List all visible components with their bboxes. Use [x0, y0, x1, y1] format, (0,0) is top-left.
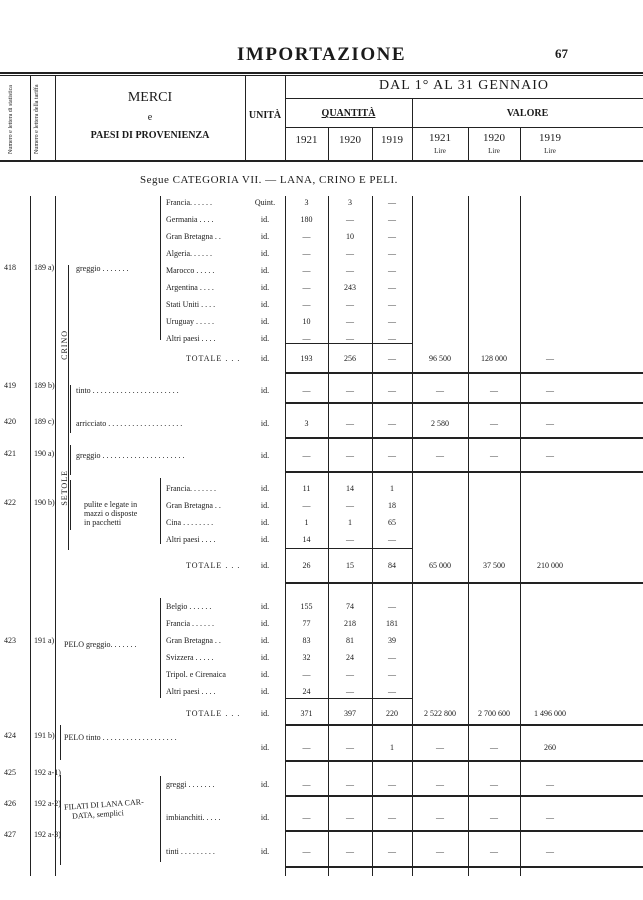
unit-cell: id.: [260, 670, 270, 679]
v21-cell: —: [436, 847, 444, 856]
qty-1920-cell: 3: [348, 198, 352, 207]
country-name: Germania . . . .: [166, 215, 214, 224]
unit-cell: id.: [260, 535, 270, 544]
body-col-rule: [412, 196, 413, 876]
q20-cell: —: [346, 813, 354, 822]
v19-cell: —: [546, 780, 554, 789]
unit-cell: id.: [260, 334, 270, 343]
v21-cell: —: [436, 780, 444, 789]
qty-1921-cell: —: [302, 300, 311, 309]
section-title: Segue CATEGORIA VII. — LANA, CRINO E PELI.: [140, 174, 398, 186]
header-lire: Lire: [544, 147, 556, 155]
header-paesi: PAESI DI PROVENIENZA: [90, 130, 210, 141]
q19-cell: —: [388, 813, 396, 822]
unit-cell: id.: [260, 709, 270, 718]
unit-cell: id.: [260, 602, 270, 611]
subheader-rule: [285, 127, 643, 128]
qty-1919-cell: —: [388, 670, 396, 679]
header-lire: Lire: [434, 147, 446, 155]
unit-cell: id.: [260, 687, 270, 696]
group-label-setole: SETOLE: [60, 470, 69, 506]
v20-cell: —: [490, 813, 498, 822]
tariff-code: 190 a): [34, 449, 55, 458]
q21-cell: —: [302, 847, 311, 856]
item-pulite-3: in pacchetti: [84, 518, 122, 527]
item-setole-greggio: greggio . . . . . . . . . . . . . . . . . . . . .: [76, 451, 185, 460]
qty-1920-cell: —: [346, 249, 354, 258]
header-unita: UNITÀ: [248, 110, 282, 121]
header-lire: Lire: [488, 147, 500, 155]
tariff-code: 189 a): [34, 263, 55, 272]
qty-1920-cell: —: [346, 670, 354, 679]
q19-cell: —: [388, 451, 396, 460]
stat-code: 419: [4, 381, 16, 390]
qty-1920-cell: —: [346, 334, 354, 343]
country-bracket: [160, 478, 161, 544]
q19-cell: —: [388, 847, 396, 856]
body-col-rule: [30, 196, 31, 876]
row-rule: [285, 866, 643, 868]
item-bracket: [70, 385, 71, 433]
qty-1919-cell: —: [388, 653, 396, 662]
item-filati-imbianchiti: imbianchiti. . . . .: [166, 813, 221, 822]
q19-cell: 1: [390, 743, 394, 752]
item-bracket: [60, 725, 61, 760]
tariff-code: 189 c): [34, 417, 55, 426]
q20-cell: —: [346, 743, 354, 752]
unit-cell: Quint.: [254, 198, 276, 207]
v21-cell: 2 522 800: [424, 709, 456, 718]
v19-cell: 210 000: [537, 561, 563, 570]
country-name: Belgio . . . . . .: [166, 602, 212, 611]
header-year: 1920: [339, 134, 361, 146]
qty-1921-cell: —: [302, 232, 311, 241]
item-pelo-greggio: PELO greggio. . . . . . .: [64, 640, 137, 649]
stat-code: 422: [4, 498, 16, 507]
unit-cell: id.: [260, 386, 270, 395]
qty-1920-cell: 1: [348, 518, 352, 527]
qty-1921-cell: 3: [304, 198, 309, 207]
group-label-crino: CRINO: [60, 330, 69, 360]
stat-code: 426: [4, 799, 16, 808]
country-name: Altri paesi . . . .: [166, 535, 216, 544]
qty-1920-cell: 243: [344, 283, 356, 292]
row-rule: [285, 760, 643, 762]
country-name: Cina . . . . . . . .: [166, 518, 214, 527]
header-period: DAL 1° AL 31 GENNAIO: [379, 78, 549, 93]
qty-1921-cell: —: [302, 670, 311, 679]
qty-1920-cell: 218: [344, 619, 356, 628]
qty-1920-cell: 24: [346, 653, 354, 662]
row-rule: [285, 437, 643, 439]
qty-1920-cell: —: [346, 535, 354, 544]
unit-cell: id.: [260, 619, 270, 628]
v19-cell: 1 496 000: [534, 709, 566, 718]
row-rule: [285, 795, 643, 797]
qty-1921-cell: 1: [304, 518, 309, 527]
country-name: Stati Uniti . . . .: [166, 300, 216, 309]
item-tinto: tinto . . . . . . . . . . . . . . . . . . . . . .: [76, 386, 179, 395]
qty-1921-cell: 155: [300, 602, 313, 611]
v21-cell: 96 500: [429, 354, 451, 363]
qty-1921-cell: —: [302, 266, 311, 275]
v19-cell: 260: [544, 743, 556, 752]
item-filati-1: FILATI DI LANA CAR-: [63, 797, 144, 812]
header-num-statistica: Numero e lettera di statistica: [8, 85, 14, 154]
q19-cell: —: [388, 386, 396, 395]
header-valore: VALORE: [506, 108, 549, 119]
row-rule: [285, 830, 643, 832]
qty-1919-cell: —: [388, 232, 396, 241]
totale-label: TOTALE . . .: [186, 709, 241, 718]
qty-1920-cell: 81: [346, 636, 354, 645]
q20-cell: 15: [346, 561, 354, 570]
q21-cell: 371: [300, 709, 313, 718]
q21-cell: —: [302, 386, 311, 395]
header-year: 1921: [295, 134, 318, 146]
q20-cell: —: [346, 386, 354, 395]
row-rule: [285, 372, 643, 374]
totale-label: TOTALE . . .: [186, 561, 241, 570]
header-top-rule-2: [0, 75, 643, 76]
q21-cell: 193: [300, 354, 313, 363]
qty-1920-cell: —: [346, 317, 354, 326]
qty-1921-cell: 11: [302, 484, 311, 493]
qty-1919-cell: —: [388, 687, 396, 696]
v21-cell: —: [436, 451, 444, 460]
qty-1921-cell: —: [302, 249, 311, 258]
row-rule: [285, 402, 643, 404]
qty-1919-cell: 18: [388, 501, 396, 510]
page-number: 67: [555, 46, 568, 61]
v21-cell: —: [436, 813, 444, 822]
country-name: Altri paesi . . . .: [166, 687, 216, 696]
q21-cell: 26: [302, 561, 311, 570]
sum-rule: [285, 548, 412, 549]
unit-cell: id.: [260, 232, 270, 241]
qty-1920-cell: 74: [346, 602, 354, 611]
stat-code: 420: [4, 417, 16, 426]
country-name: Gran Bretagna . .: [166, 232, 221, 241]
country-bracket: [160, 776, 161, 862]
q19-cell: 84: [388, 561, 396, 570]
q20-cell: —: [346, 419, 354, 428]
tariff-code: 191 a): [34, 636, 55, 645]
v20-cell: 2 700 600: [478, 709, 510, 718]
unit-cell: id.: [260, 653, 270, 662]
qty-1919-cell: —: [388, 266, 396, 275]
header-quantita: QUANTITÀ: [321, 108, 376, 119]
country-name: Tripol. e Cirenaica: [166, 670, 226, 679]
qty-1919-cell: —: [388, 602, 396, 611]
qty-1920-cell: —: [346, 266, 354, 275]
qty-1919-cell: —: [388, 249, 396, 258]
q20-cell: —: [346, 451, 354, 460]
qty-1919-cell: —: [388, 334, 396, 343]
qty-1919-cell: 65: [388, 518, 396, 527]
body-col-rule: [468, 196, 469, 876]
period-rule: [285, 98, 643, 99]
row-rule: [285, 582, 643, 584]
qty-1919-cell: —: [388, 535, 396, 544]
sum-rule: [285, 343, 412, 344]
item-filati-tinti: tinti . . . . . . . . .: [166, 847, 215, 856]
v21-cell: 65 000: [429, 561, 451, 570]
q20-cell: —: [346, 780, 354, 789]
qty-1919-cell: —: [388, 300, 396, 309]
header-bottom-rule: [0, 160, 643, 162]
tariff-code: 192 a-1): [34, 768, 61, 777]
unit-cell: id.: [260, 419, 270, 428]
unit-cell: id.: [260, 215, 270, 224]
stat-code: 418: [4, 263, 16, 272]
unit-cell: id.: [260, 518, 270, 527]
header-num-tariffa: Numero e lettera della tariffa: [34, 84, 40, 154]
unit-cell: id.: [260, 451, 270, 460]
q19-cell: —: [388, 354, 396, 363]
unit-cell: id.: [260, 743, 270, 752]
country-name: Francia . . . . . .: [166, 619, 214, 628]
v20-cell: 128 000: [481, 354, 507, 363]
country-name: Francia. . . . . .: [166, 198, 212, 207]
unit-cell: id.: [260, 636, 270, 645]
qty-1919-cell: —: [388, 215, 396, 224]
country-name: Francia. . . . . . .: [166, 484, 216, 493]
qty-1920-cell: —: [346, 215, 354, 224]
item-bracket: [70, 480, 71, 530]
qty-1921-cell: 10: [302, 317, 311, 326]
qty-1919-cell: —: [388, 198, 396, 207]
item-filati-greggi: greggi . . . . . . .: [166, 780, 215, 789]
stat-code: 427: [4, 830, 16, 839]
page-title: IMPORTAZIONE: [237, 44, 406, 65]
v20-cell: —: [490, 451, 498, 460]
q19-cell: 220: [386, 709, 398, 718]
v19-cell: —: [546, 847, 554, 856]
v21-cell: —: [436, 386, 444, 395]
unit-cell: id.: [260, 300, 270, 309]
totale-label: TOTALE . . .: [186, 354, 241, 363]
v20-cell: —: [490, 386, 498, 395]
v20-cell: —: [490, 419, 498, 428]
item-pulite-1: pulite e legate in: [84, 500, 138, 509]
q21-cell: —: [302, 743, 311, 752]
stat-code: 424: [4, 731, 16, 740]
tariff-code: 192 a-2): [34, 799, 61, 808]
country-name: Argentina . . . .: [166, 283, 214, 292]
qty-1921-cell: 14: [302, 535, 311, 544]
item-arricciato: arricciato . . . . . . . . . . . . . . . . . . .: [76, 419, 183, 428]
row-rule: [285, 471, 643, 473]
body-col-rule: [520, 196, 521, 876]
qty-1919-cell: 1: [390, 484, 394, 493]
unit-cell: id.: [260, 317, 270, 326]
qty-1919-cell: 181: [386, 619, 398, 628]
row-rule: [285, 724, 643, 726]
unit-cell: id.: [260, 266, 270, 275]
qty-1921-cell: 180: [300, 215, 313, 224]
item-filati-2: DATA, semplici: [71, 808, 125, 821]
header-year: 1920: [483, 132, 505, 144]
country-bracket: [160, 196, 161, 340]
unit-cell: id.: [260, 780, 270, 789]
item-pelo-tinto: PELO tinto . . . . . . . . . . . . . . . . . . .: [64, 733, 177, 742]
q19-cell: —: [388, 419, 396, 428]
stat-code: 425: [4, 768, 16, 777]
v20-cell: —: [490, 780, 498, 789]
q20-cell: 397: [344, 709, 356, 718]
qty-1920-cell: —: [346, 300, 354, 309]
qty-1921-cell: 24: [302, 687, 311, 696]
header-e: e: [147, 112, 153, 123]
stat-code: 421: [4, 449, 16, 458]
qty-1920-cell: —: [346, 687, 354, 696]
sum-rule: [285, 698, 412, 699]
q21-cell: —: [302, 451, 311, 460]
header-year: 1921: [429, 132, 451, 144]
qty-1921-cell: —: [302, 283, 311, 292]
qty-1921-cell: 32: [302, 653, 311, 662]
tariff-code: 190 b): [34, 498, 55, 507]
q21-cell: —: [302, 813, 311, 822]
header-top-rule: [0, 72, 643, 74]
v21-cell: —: [436, 743, 444, 752]
v19-cell: —: [546, 451, 554, 460]
qty-1921-cell: 77: [302, 619, 311, 628]
tariff-code: 191 b): [34, 731, 55, 740]
qty-1919-cell: —: [388, 283, 396, 292]
unit-cell: id.: [260, 283, 270, 292]
country-bracket: [160, 598, 161, 698]
qty-1920-cell: 10: [346, 232, 354, 241]
col-divider: [30, 75, 31, 160]
qty-1919-cell: 39: [388, 636, 396, 645]
country-name: Svizzera . . . . .: [166, 653, 214, 662]
item-bracket: [70, 445, 71, 475]
q21-cell: —: [302, 780, 311, 789]
item-greggio: greggio . . . . . . .: [76, 264, 129, 273]
v19-cell: —: [546, 813, 554, 822]
country-name: Uruguay . . . . .: [166, 317, 214, 326]
unit-cell: id.: [260, 249, 270, 258]
stat-code: 423: [4, 636, 16, 645]
unit-cell: id.: [260, 847, 270, 856]
v19-cell: —: [546, 419, 554, 428]
q19-cell: —: [388, 780, 396, 789]
tariff-code: 192 a-3): [34, 830, 61, 839]
unit-cell: id.: [260, 484, 270, 493]
header-merci: MERCI: [127, 90, 173, 105]
q20-cell: 256: [344, 354, 356, 363]
qty-1920-cell: —: [346, 501, 354, 510]
item-bracket: [60, 775, 61, 865]
qty-1919-cell: —: [388, 317, 396, 326]
country-name: Altri paesi . . . .: [166, 334, 216, 343]
header-year: 1919: [539, 132, 561, 144]
unit-cell: id.: [260, 813, 270, 822]
country-name: Gran Bretagna . .: [166, 501, 221, 510]
qty-1921-cell: —: [302, 334, 311, 343]
tariff-code: 189 b): [34, 381, 55, 390]
q21-cell: 3: [304, 419, 309, 428]
item-pulite-2: mazzi o disposte: [84, 509, 138, 518]
header-year: 1919: [381, 134, 403, 146]
qty-1920-cell: 14: [346, 484, 354, 493]
unit-cell: id.: [260, 501, 270, 510]
qty-1921-cell: 83: [302, 636, 311, 645]
country-name: Gran Bretagna . .: [166, 636, 221, 645]
country-name: Algeria. . . . . .: [166, 249, 212, 258]
unit-cell: id.: [260, 354, 270, 363]
country-name: Marocco . . . . .: [166, 266, 215, 275]
v20-cell: —: [490, 847, 498, 856]
v20-cell: 37 500: [483, 561, 505, 570]
v21-cell: 2 580: [431, 419, 449, 428]
v19-cell: —: [546, 354, 554, 363]
q20-cell: —: [346, 847, 354, 856]
v19-cell: —: [546, 386, 554, 395]
unit-cell: id.: [260, 561, 270, 570]
qty-1921-cell: —: [302, 501, 311, 510]
v20-cell: —: [490, 743, 498, 752]
